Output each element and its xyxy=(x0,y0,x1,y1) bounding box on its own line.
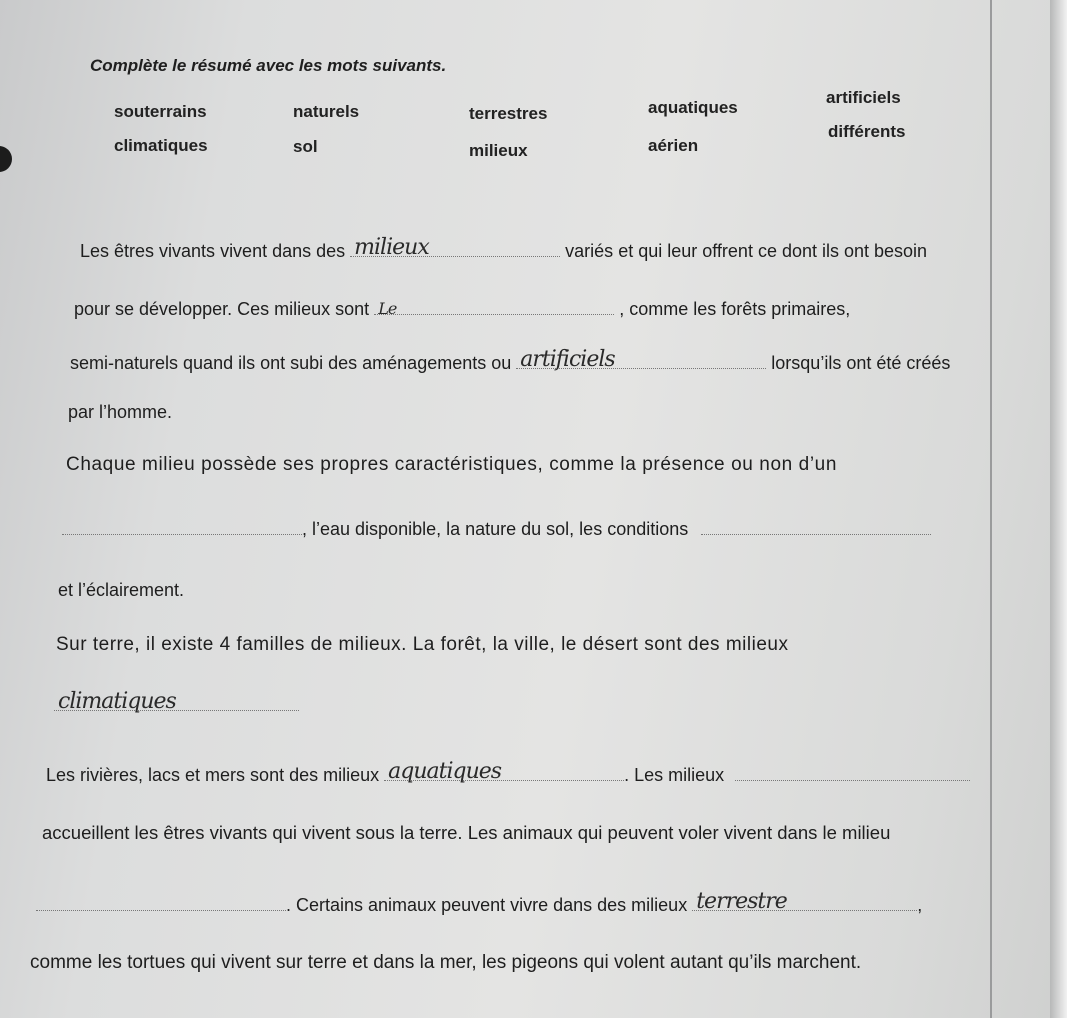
word-bank-item: aérien xyxy=(648,136,699,155)
word-bank-item: différents xyxy=(828,122,906,141)
text-line xyxy=(46,760,970,786)
handwritten-answer: artificiels xyxy=(520,346,615,372)
answer-blank[interactable] xyxy=(62,514,302,535)
text-line: accueillent les êtres vivants qui vivent sous la terre. Les animaux qui peuvent voler vivent dans le milieu xyxy=(42,822,891,843)
text-line: Sur terre, il existe 4 familles de milieux. La forêt, la ville, le désert sont des milieux xyxy=(56,634,789,655)
answer-blank[interactable] xyxy=(36,890,286,911)
word-bank-item: artificiels xyxy=(826,88,901,107)
text-line: Chaque milieu possède ses propres caractéristiques, comme la présence ou non d’un xyxy=(66,454,837,475)
answer-blank[interactable] xyxy=(701,514,931,535)
text-line xyxy=(74,294,850,320)
text-segment: Les êtres vivants vivent dans des xyxy=(80,240,346,261)
answer-blank[interactable] xyxy=(54,688,299,714)
binder-hole xyxy=(0,146,12,172)
text-segment: variés et qui leur offrent ce dont ils ont besoin xyxy=(565,240,928,261)
text-segment: Les rivières, lacs et mers sont des milieux xyxy=(46,764,380,785)
text-segment: . Certains animaux peuvent vivre dans des milieux xyxy=(286,894,688,915)
word-bank-item: aquatiques xyxy=(648,98,738,117)
word-bank-item: milieux xyxy=(469,141,528,160)
handwritten-answer: terrestre xyxy=(696,888,787,914)
answer-blank[interactable] xyxy=(692,888,917,914)
text-segment: lorsqu’ils ont été créés xyxy=(771,352,951,373)
answer-blank[interactable] xyxy=(735,760,970,781)
handwritten-answer: climatiques xyxy=(58,688,176,714)
answer-blank[interactable] xyxy=(384,758,624,784)
text-line: comme les tortues qui vivent sur terre et dans la mer, les pigeons qui volent autant qu’ils marchent. xyxy=(30,952,862,973)
handwritten-answer: milieux xyxy=(354,234,429,260)
exercise-instruction: Complète le résumé avec les mots suivants. xyxy=(90,56,447,75)
text-segment: . Les milieux xyxy=(624,764,725,785)
text-segment: , l’eau disponible, la nature du sol, les conditions xyxy=(302,518,689,539)
handwritten-answer: aquatiques xyxy=(388,758,502,784)
word-bank-item: terrestres xyxy=(469,104,548,123)
text-segment: , xyxy=(917,894,923,915)
text-line xyxy=(54,690,299,716)
answer-blank[interactable] xyxy=(374,294,614,318)
text-line: par l’homme. xyxy=(68,402,173,422)
text-segment: pour se développer. Ces milieux sont xyxy=(74,298,370,319)
text-line: et l’éclairement. xyxy=(58,580,185,600)
word-bank-item: souterrains xyxy=(114,102,207,121)
handwritten-answer: Le xyxy=(378,298,397,318)
word-bank-item: climatiques xyxy=(114,136,208,155)
text-line xyxy=(80,236,927,262)
answer-blank[interactable] xyxy=(516,346,766,372)
text-line xyxy=(70,348,950,374)
text-line xyxy=(62,514,931,540)
word-bank-item: naturels xyxy=(293,102,360,121)
text-segment: , comme les forêts primaires, xyxy=(619,298,851,319)
page-edge xyxy=(1050,0,1067,1018)
text-segment: semi-naturels quand ils ont subi des aménagements ou xyxy=(70,352,512,373)
margin-line xyxy=(990,0,992,1018)
answer-blank[interactable] xyxy=(350,234,560,260)
text-line xyxy=(36,890,922,916)
word-bank-item: sol xyxy=(293,137,318,156)
